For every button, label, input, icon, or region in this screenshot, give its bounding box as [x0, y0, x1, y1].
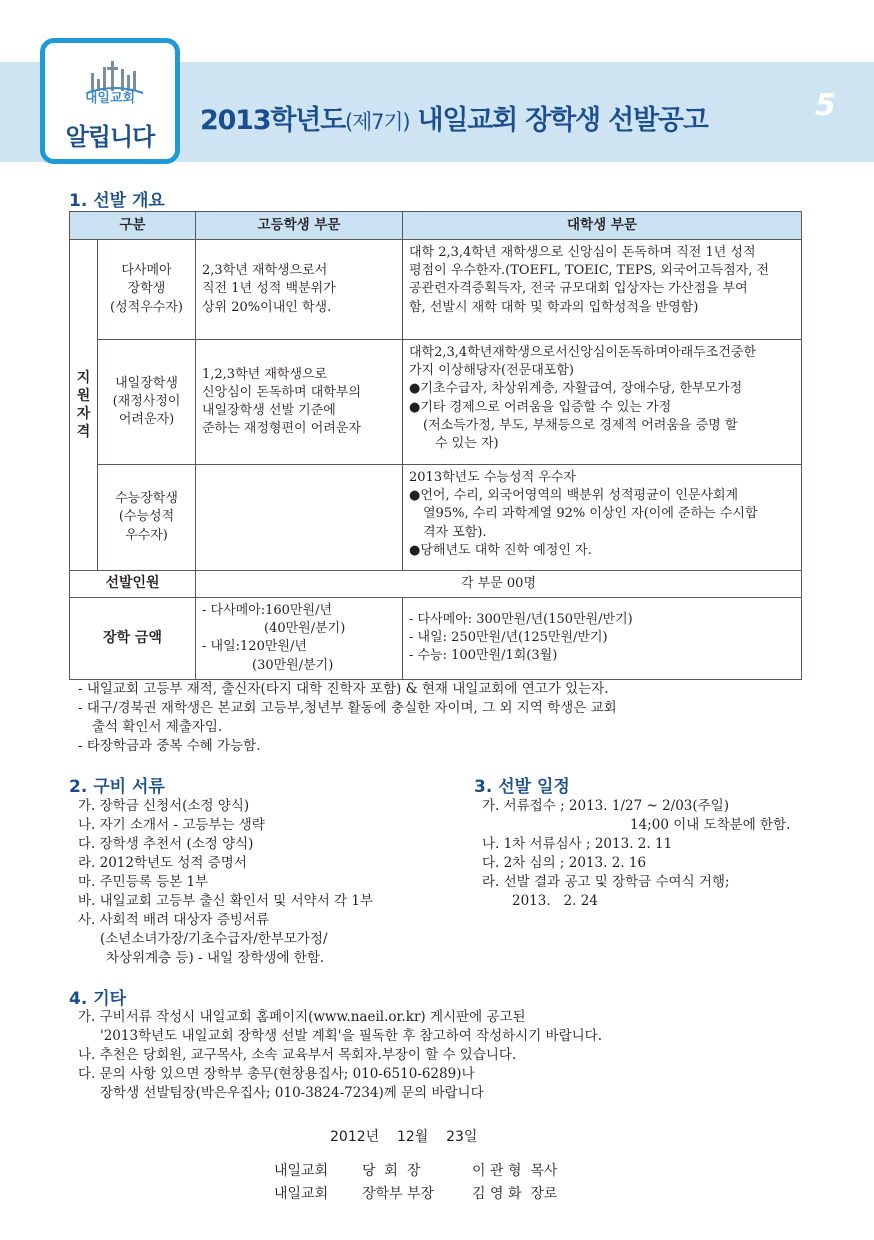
criteria-line: 가지 이상해당자(전문대포함): [409, 363, 574, 379]
required-documents-list: [78, 797, 373, 968]
signer-role: 장학부 부장: [362, 1186, 435, 1202]
high-school-criteria: [196, 340, 403, 465]
title-main: 내일교회 장학생 선발공고: [409, 105, 708, 136]
table-header-row: [70, 212, 802, 240]
list-item: 장학생 선발팀장(박은우집사; 010-3824-7234)께 문의 바랍니다: [100, 1085, 484, 1101]
section3-heading: 3. 선발 일정: [474, 777, 570, 797]
group-label-char: 격: [76, 424, 91, 441]
signer-org: 내일교회: [274, 1186, 329, 1202]
title-term: (제7기): [345, 110, 410, 134]
table-row: [70, 598, 802, 680]
row-name-line: 다사메아: [121, 263, 172, 279]
title-year: 2013학년도: [200, 105, 345, 136]
notice-badge: [40, 38, 180, 164]
note-line: - 내일교회 고등부 재적, 출신자(타지 대학 진학자 포함) & 현재 내일교회에 연고가 있는자.: [78, 681, 609, 697]
list-item: 14;00 이내 도착분에 한함.: [630, 817, 791, 833]
criteria-line: 격자 포함).: [423, 524, 487, 540]
row-name-line: 우수자): [125, 527, 168, 543]
amount-line: (30만원/분기): [252, 657, 334, 673]
criteria-line: ●언어, 수리, 외국어영역의 백분위 성적평균이 인문사회계: [409, 488, 739, 504]
high-school-criteria: [196, 240, 403, 340]
row-name-line: 장학생: [127, 281, 166, 297]
note-line: 출석 확인서 제출자임.: [92, 719, 223, 735]
amount-high-school: [196, 598, 403, 680]
criteria-line: (저소득가정, 부도, 부채등으로 경제적 어려움을 증명 할: [423, 417, 738, 433]
eligibility-group-label: [70, 240, 98, 571]
signer-name: 김 영 화 장로: [472, 1186, 558, 1202]
amount-line: - 다사메아:160만원/년: [202, 603, 333, 618]
list-item: 나. 추천은 당회원, 교구목사, 소속 교육부서 목회자.부장이 할 수 있습니다.: [78, 1047, 517, 1063]
list-item: 라. 2012학년도 성적 증명서: [78, 855, 247, 871]
criteria-line: 대학2,3,4학년재학생으로서신앙심이돈독하며아래두조건중한: [409, 345, 757, 360]
section4-heading: 4. 기타: [69, 989, 127, 1009]
list-item: 차상위계층 등) - 내일 장학생에 한함.: [106, 950, 325, 966]
college-criteria: [403, 340, 802, 465]
list-item: 사. 사회적 배려 대상자 증빙서류: [78, 912, 269, 928]
section1-heading: 1. 선발 개요: [69, 191, 165, 211]
group-label-char: 자: [76, 406, 91, 422]
row-name-line: (재정사정이: [112, 393, 181, 409]
amount-line: - 다사메아: 300만원/년(150만원/반기): [409, 612, 633, 628]
list-item: 2013. 2. 24: [512, 893, 598, 909]
quota-value: 각 부문 00명: [196, 571, 802, 598]
criteria-line: 직전 1년 성적 백분위가: [202, 281, 336, 297]
note-line: - 타장학금과 중복 수혜 가능함.: [78, 738, 261, 754]
schedule-list: [482, 797, 790, 911]
criteria-line: 공관련자격증획득자, 전국 규모대회 입상자는 가산점을 부여: [409, 281, 748, 297]
amount-line: (40만원/분기): [264, 621, 346, 637]
criteria-line: 평점이 우수한자.(TOEFL, TOEIC, TEPS, 외국어고득점자, 전: [409, 263, 770, 279]
criteria-line: ●기타 경제으로 어려움을 입증할 수 있는 가정: [409, 399, 672, 415]
criteria-line: 함, 선발시 재학 대학 및 학과의 입학성적을 반영함): [409, 299, 699, 315]
row-name-line: 내일장학생: [115, 375, 178, 391]
table-row: [70, 465, 802, 571]
signer-role: 당 회 장: [362, 1163, 421, 1179]
list-item: 가. 구비서류 작성시 내일교회 홈페이지(www.naeil.or.kr) 게시판에 공고된: [78, 1009, 526, 1025]
criteria-line: 신앙심이 돈독하며 대학부의: [202, 384, 361, 400]
criteria-line: 대학 2,3,4학년 재학생으로 신앙심이 돈독하며 직전 1년 성적: [409, 245, 756, 260]
college-criteria: [403, 465, 802, 571]
list-item: 다. 문의 사항 있으면 장학부 총무(현창용집사; 010-6510-6289)나: [78, 1066, 475, 1082]
list-item: 가. 서류접수 ; 2013. 1/27 ~ 2/03(주일): [482, 798, 729, 814]
signature-line: [274, 1183, 557, 1203]
group-label-char: 지: [76, 369, 91, 386]
list-item: 다. 장학생 추천서 (소정 양식): [78, 836, 254, 852]
list-item: 나. 1차 서류심사 ; 2013. 2. 11: [482, 836, 673, 852]
amount-label: 장학 금액: [70, 598, 196, 680]
list-item: 가. 장학금 신청서(소정 양식): [78, 798, 250, 814]
col-header-category: 구분: [70, 212, 196, 240]
list-item: 다. 2차 심의 ; 2013. 2. 16: [482, 855, 647, 871]
criteria-line: 2013학년도 수능성적 우수자: [409, 470, 576, 485]
table-row: [70, 340, 802, 465]
row-name-line: 어려운자): [118, 412, 175, 428]
criteria-line: 열95%, 수리 과학계열 92% 이상인 자(이에 준하는 수시합: [423, 506, 758, 522]
amount-line: - 수능: 100만원/1회(3월): [409, 648, 558, 664]
criteria-line: 1,2,3학년 재학생으로: [202, 366, 328, 382]
amount-college: [403, 598, 802, 680]
group-label-char: 원: [76, 387, 91, 404]
signer-name: 이 관 형 목사: [472, 1163, 558, 1179]
criteria-line: 2,3학년 재학생으로서: [202, 263, 328, 279]
page-number: 5: [815, 88, 836, 123]
criteria-line: ●당해년도 대학 진학 예정인 자.: [409, 542, 592, 558]
quota-label: 선발인원: [70, 571, 196, 598]
amount-line: - 내일: 250만원/년(125만원/반기): [409, 630, 608, 646]
section2-heading: 2. 구비 서류: [69, 777, 165, 797]
row-name-line: 수능장학생: [115, 491, 178, 507]
other-notes-list: [78, 1008, 602, 1103]
list-item: 라. 선발 결과 공고 및 장학금 수여식 거행;: [482, 874, 730, 890]
criteria-line: ●기초수급자, 차상위계층, 자활급여, 장애수당, 한부모가정: [409, 381, 743, 397]
row-name-line: (수능성적: [118, 509, 175, 525]
criteria-line: 상위 20%이내인 학생.: [202, 299, 332, 315]
list-item: 마. 주민등록 등본 1부: [78, 874, 209, 890]
signature-line: [274, 1160, 557, 1180]
col-header-high-school: 고등학생 부문: [196, 212, 403, 240]
criteria-line: 준하는 재정형편이 어려운자: [202, 421, 361, 437]
signer-org: 내일교회: [274, 1163, 329, 1179]
amount-line: - 내일:120만원/년: [202, 639, 307, 655]
row-name-dasameah: [98, 240, 196, 340]
criteria-line: 내일장학생 선발 기준에: [202, 403, 336, 418]
announcement-date: 2012년 12월 23일: [330, 1129, 478, 1145]
table-row: [70, 571, 802, 598]
row-name-line: (성적우수자): [110, 299, 183, 315]
row-name-naeil: [98, 340, 196, 465]
row-name-suneung: [98, 465, 196, 571]
page-title: [200, 98, 708, 137]
list-item: 나. 자기 소개서 - 고등부는 생략: [78, 817, 265, 833]
college-criteria: [403, 240, 802, 340]
note-line: - 대구/경북권 재학생은 본교회 고등부,청년부 활동에 충실한 자이며, 그 외 지역 학생은 교회: [78, 700, 617, 716]
col-header-college: 대학생 부문: [403, 212, 802, 240]
logo-text: 내일교회: [84, 91, 136, 106]
badge-title: 알립니다: [65, 123, 155, 151]
eligibility-notes: [78, 680, 617, 756]
list-item: 바. 내일교회 고등부 출신 확인서 및 서약서 각 1부: [78, 893, 373, 909]
criteria-line: 수 있는 자): [435, 435, 499, 451]
selection-overview-table: [69, 211, 802, 680]
table-row: [70, 240, 802, 340]
list-item: '2013학년도 내일교회 장학생 선발 계획'을 필독한 후 참고하여 작성하시기 바랍니다.: [100, 1028, 603, 1044]
high-school-criteria-empty: [196, 465, 403, 571]
list-item: (소년소녀가장/기초수급자/한부모가정/: [100, 931, 328, 947]
